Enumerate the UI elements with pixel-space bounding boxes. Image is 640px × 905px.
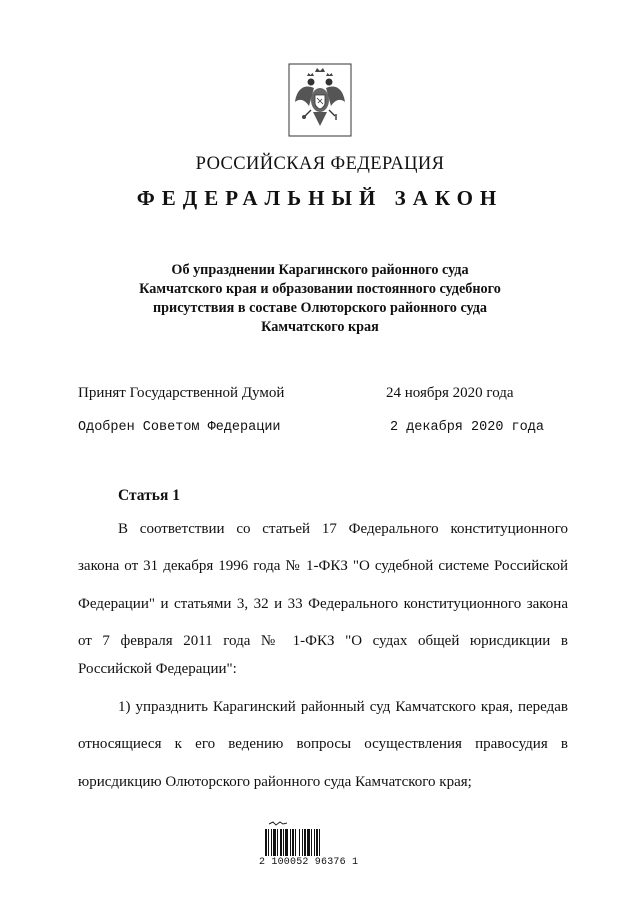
subject-line: Об упразднении Карагинского районного суда [171,262,469,278]
article-line: закона от 31 декабря 1996 года № 1-ФКЗ "О судебной системе Российской [78,558,568,574]
approved-date: 2 декабря 2020 года [390,420,544,435]
adopted-date: 24 ноября 2020 года [386,385,514,401]
country-heading: РОССИЙСКАЯ ФЕДЕРАЦИЯ [195,154,445,174]
subject-line: Камчатского края и образовании постоянного судебного [139,281,501,297]
article-title: Статья 1 [118,487,180,504]
article-line: В соответствии со статьей 17 Федерального конституционного [118,521,568,537]
article-line: Российской Федерации": [78,661,237,677]
article-line: относящиеся к его ведению вопросы осуществления правосудия в [78,736,568,752]
barcode-number: 2 100052 96376 1 [259,857,359,868]
law-subject [0,261,640,337]
article-line: Федерации" и статьями 3, 32 и 33 Федерального конституционного закона [78,596,568,612]
approved-label: Одобрен Советом Федерации [78,420,281,435]
article-line: от 7 февраля 2011 года № 1-ФКЗ "О судах общей юрисдикции в [78,633,568,649]
subject-line: присутствия в составе Олюторского районного суда [152,300,488,316]
article-line: юрисдикцию Олюторского районного суда Камчатского края; [78,774,472,790]
law-type-title: ФЕДЕРАЛЬНЫЙ ЗАКОН [136,186,504,210]
subject-line: Камчатского края [261,319,379,335]
state-emblem-icon [287,62,353,138]
adopted-label: Принят Государственной Думой [78,385,285,401]
article-line: 1) упразднить Карагинский районный суд Камчатского края, передав [118,699,568,715]
